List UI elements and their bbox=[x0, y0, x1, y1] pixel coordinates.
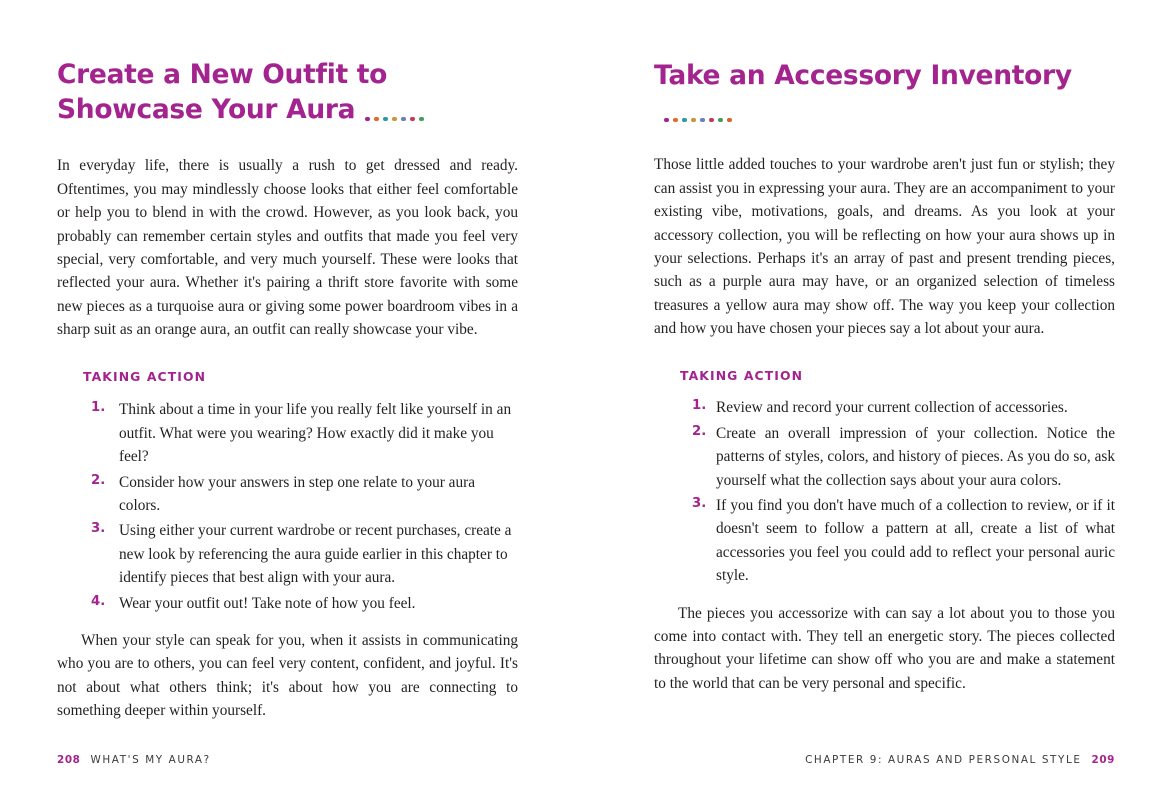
right-section-label: TAKING ACTION bbox=[680, 368, 804, 384]
left-intro-paragraph: In everyday life, there is usually a rush to get dressed and ready. Oftentimes, you may mindlessly choose looks that either feel comfortable or help you to blend in with the crowd. However, as you look back, you probably can remember certain styles and outfits that made you feel very special, very comfortable, and very much yourself. These were looks that reflected your aura. Whether it's pairing a thrift store favorite with some new pieces as a turquoise aura or giving some power boardroom vibes in a sharp suit as an orange aura, an outfit can really showcase your vibe. bbox=[57, 157, 518, 339]
decorative-dots-left bbox=[365, 95, 428, 130]
right-action-list bbox=[654, 396, 1115, 587]
running-head-right: CHAPTER 9: AURAS AND PERSONAL STYLE bbox=[805, 754, 1082, 766]
right-heading-block bbox=[654, 58, 1115, 129]
footer-left bbox=[57, 754, 211, 766]
left-heading-block bbox=[57, 57, 518, 128]
right-intro-paragraph: Those little added touches to your wardrobe aren't just fun or stylish; they can assist you in expressing your aura. They are an accompaniment to your existing vibe, motivations, goals, and dreams. As you look at your accessory collection, you will be reflecting on how your aura shows up in your selections. Perhaps it's an array of past and present trending pieces, such as a purple aura may have, or an organized selection of timeless treasures a yellow aura may show off. The way you keep your collection and how you have chosen your pieces say a lot about your aura. bbox=[654, 156, 1115, 338]
running-head-left: WHAT'S MY AURA? bbox=[90, 754, 211, 766]
list-item: Consider how your answers in step one relate to your aura colors. bbox=[119, 473, 475, 515]
page-number-left: 208 bbox=[57, 754, 81, 766]
list-item: Review and record your current collection of accessories. bbox=[716, 399, 1068, 417]
footer-right bbox=[805, 754, 1115, 766]
page-title-left-text: Create a New Outfit to Showcase Your Aura bbox=[57, 59, 388, 126]
right-closing-paragraph: The pieces you accessorize with can say a lot about you to those you come into contact with. They tell an energetic story. The pieces collected throughout your lifetime can show off who you are and make a statement to the world that can be very personal and specific. bbox=[654, 604, 1115, 692]
page-title-right bbox=[654, 58, 1115, 129]
page-number-right: 209 bbox=[1091, 754, 1115, 766]
decorative-dots-right bbox=[664, 96, 736, 131]
page-title-left bbox=[57, 57, 518, 128]
left-closing-paragraph: When your style can speak for you, when it assists in communicating who you are to others, you can feel very content, confident, and joyful. It's not about what others think; it's about how you are connecting to something deeper within yourself. bbox=[57, 631, 518, 720]
left-page bbox=[0, 0, 586, 800]
list-item: Think about a time in your life you really felt like yourself in an outfit. What were you wearing? How exactly did it make you feel? bbox=[119, 401, 512, 466]
list-item: Create an overall impression of your collection. Notice the patterns of styles, colors, and history of pieces. As you do so, ask yourself what the collection says about your aura colors. bbox=[716, 424, 1115, 489]
list-item: Wear your outfit out! Take note of how you feel. bbox=[119, 594, 416, 612]
page-title-right-text: Take an Accessory Inventory bbox=[654, 60, 1072, 91]
left-action-list bbox=[57, 398, 518, 615]
list-item: Using either your current wardrobe or recent purchases, create a new look by referencing the aura guide earlier in this chapter to identify pieces that best align with your aura. bbox=[119, 522, 512, 587]
left-section-label: TAKING ACTION bbox=[83, 369, 207, 385]
right-page bbox=[586, 0, 1172, 800]
list-item: If you find you don't have much of a collection to review, or if it doesn't seem to follow a pattern at all, create a list of what accessories you feel you could add to reflect your personal auric style. bbox=[716, 497, 1115, 585]
